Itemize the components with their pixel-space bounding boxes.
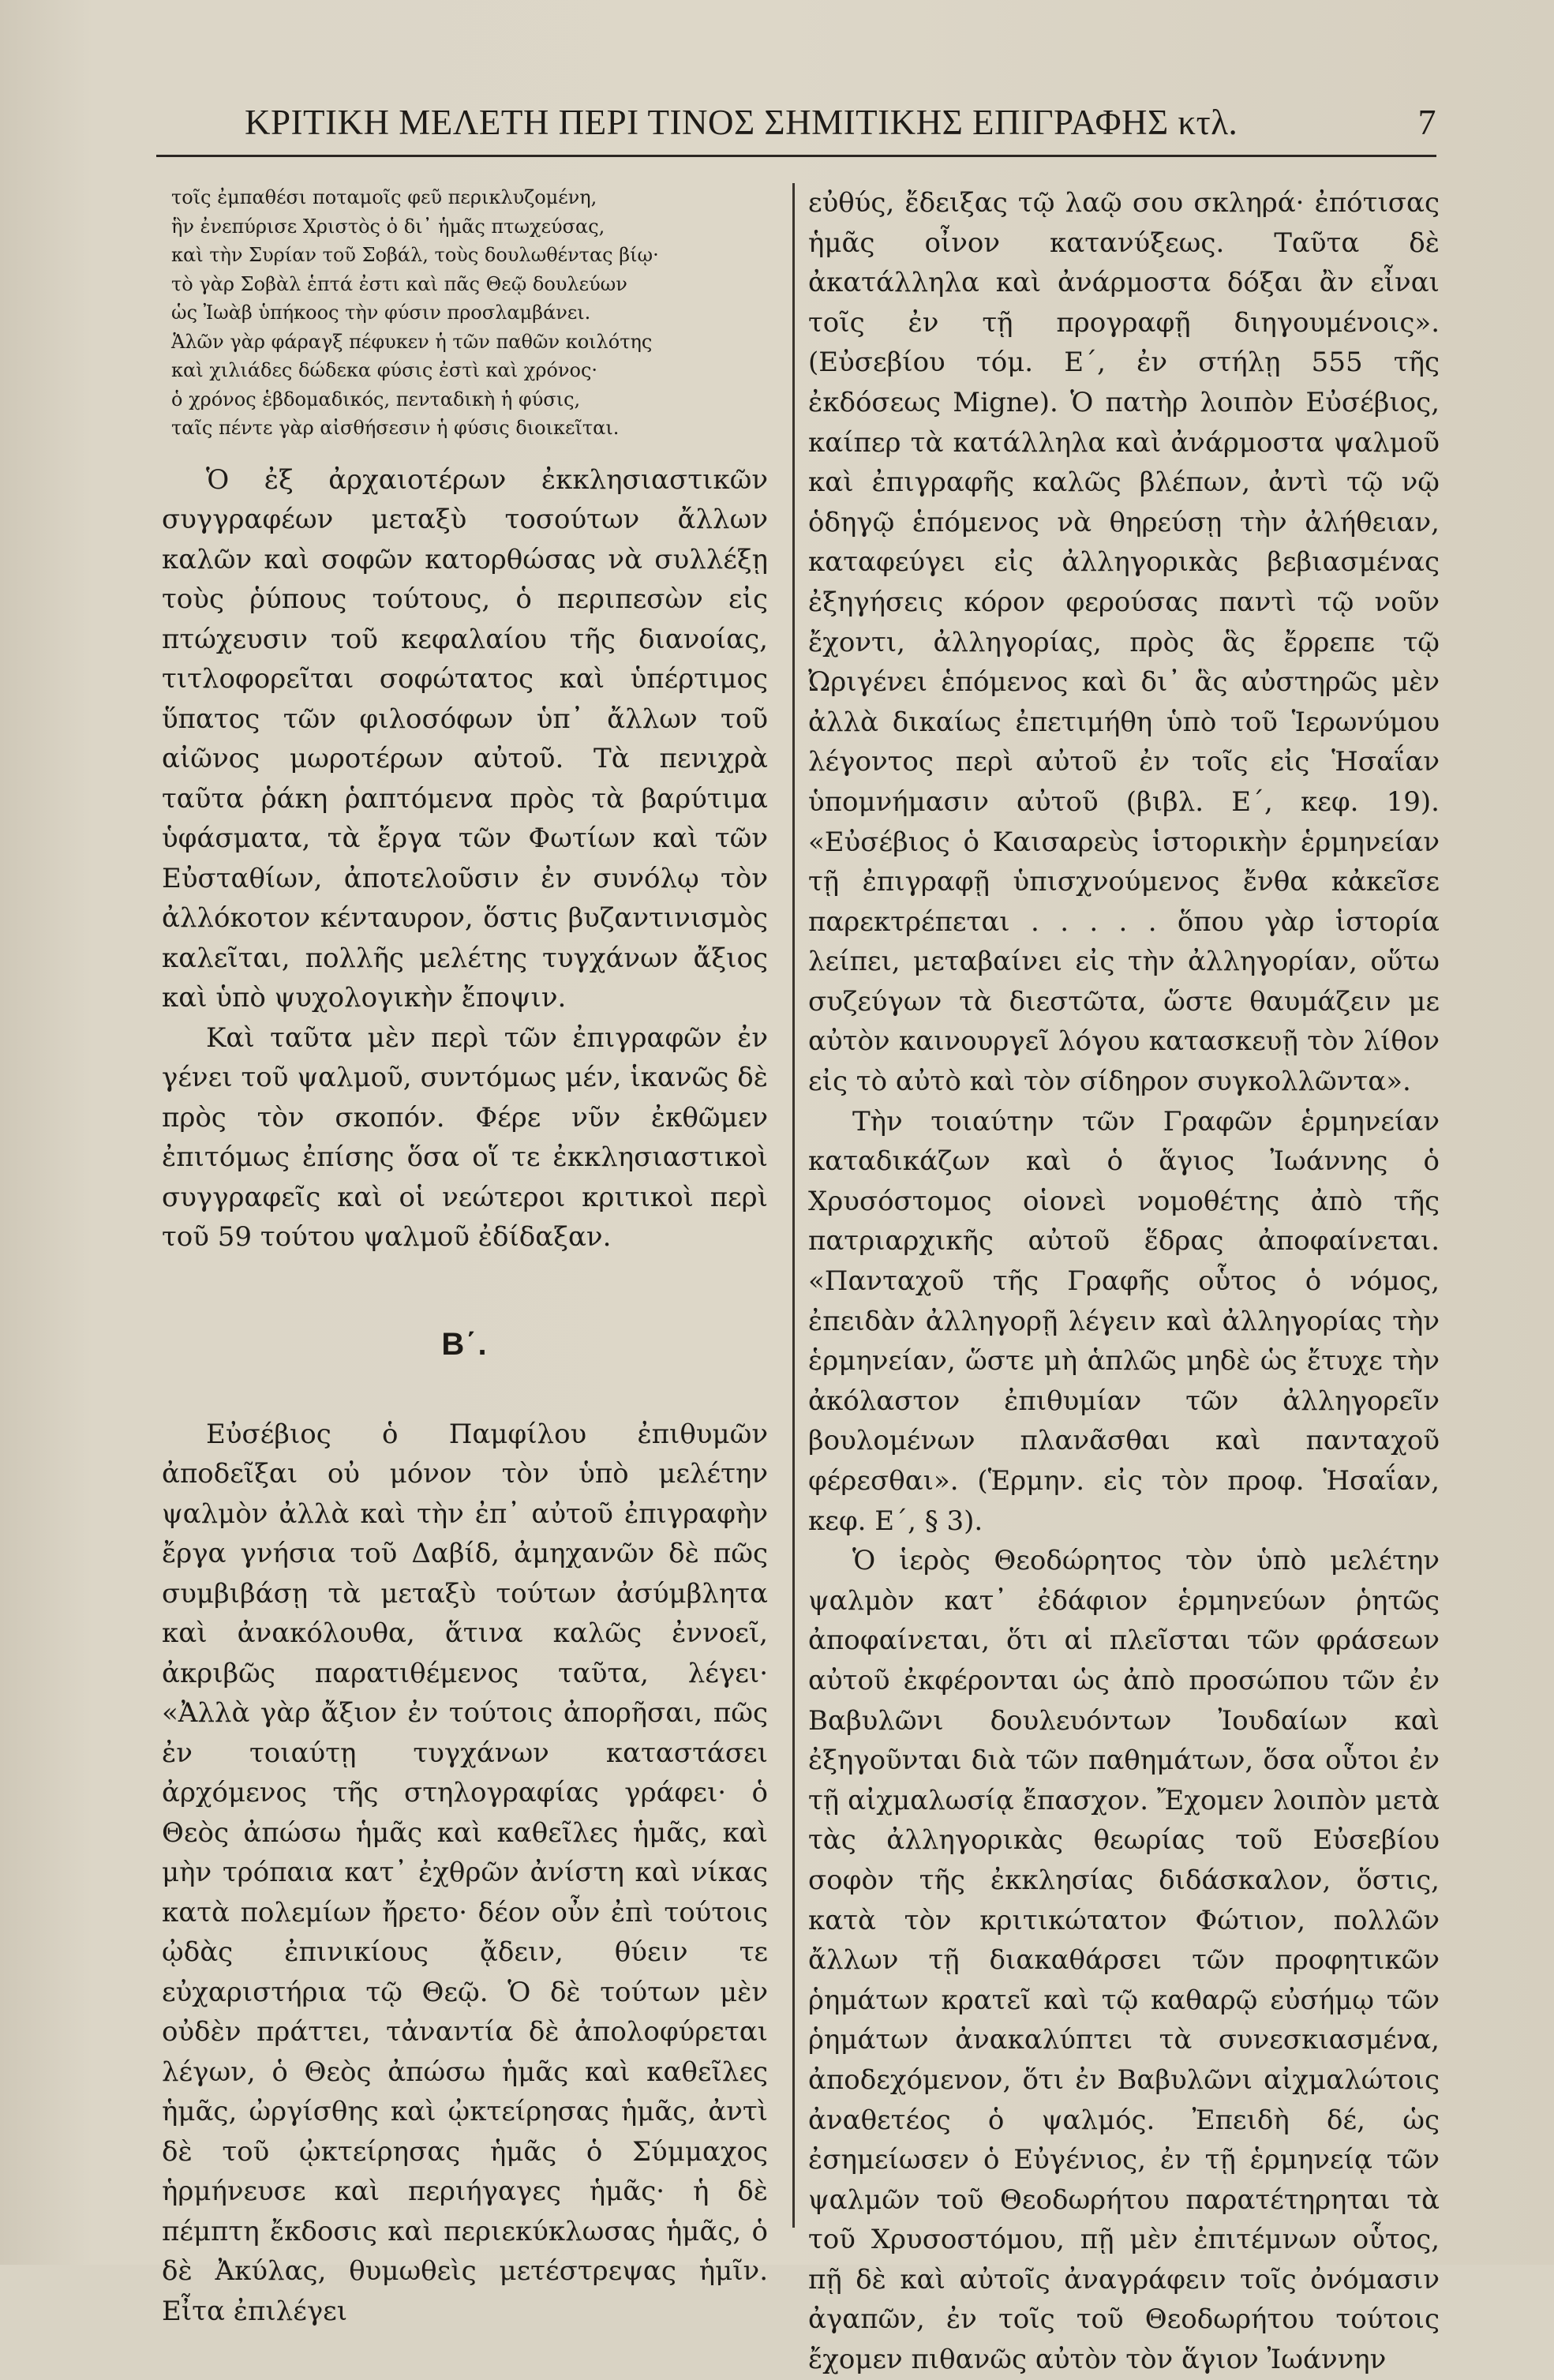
paragraph: Τὴν τοιαύτην τῶν Γραφῶν ἑρμηνείαν καταδικάζων καὶ ὁ ἅγιος Ἰωάννης ὁ Χρυσόστομος οἱονεὶ νομοθέτης ἀπὸ τῆς πατριαρχικῆς αὐτοῦ ἕδρας ἀποφαίνεται. «Πανταχοῦ τῆς Γραφῆς οὗτος ὁ νόμος, ἐπειδὰν ἀλληγορῇ λέγειν καὶ ἀλληγορίας τὴν ἑρμηνείαν, ὥστε μὴ ἁπλῶς μηδὲ ὡς ἔτυχε τὴν ἀκόλαστον ἐπιθυμίαν τῶν ἀλληγορεῖν βουλομένων πλανᾶσθαι καὶ πανταχοῦ φέρεσθαι». (Ἑρμην. εἰς τὸν προφ. Ἡσαΐαν, κεφ. Ε΄, § 3).: [808, 1105, 1440, 1537]
verse-line: ὁ χρόνος ἑβδομαδικός, πενταδικὴ ἡ φύσις,: [171, 388, 581, 410]
paragraph: εὐθύς, ἔδειξας τῷ λαῷ σου σκληρά· ἐπότισας ἡμᾶς οἶνον κατανύξεως. Ταῦτα δὲ ἀκατάλληλα καὶ ἀνάρμοστα δόξαι ἂν εἶναι τοῖς ἐν τῇ προγραφῇ διηγουμένοις». (Εὐσεβίου τόμ. Ε΄, ἐν στήλῃ 555 τῆς ἐκδόσεως Migne). Ὁ πατὴρ λοιπὸν Εὐσέβιος, καίπερ τὰ κατάλληλα καὶ ἀνάρμοστα ψαλμοῦ καὶ ἐπιγραφῆς καλῶς βλέπων, ἀντὶ τῷ νῷ ὁδηγῷ ἑπόμενος νὰ θηρεύσῃ τὴν ἀλήθειαν, καταφεύγει εἰς ἀλληγορικὰς βεβιασμένας ἐξηγήσεις κόρον φερούσας παντὶ τῷ νοῦν ἔχοντι, ἀλληγορίας, πρὸς ἃς ἔρρεπε τῷ Ὠριγένει ἑπόμενος καὶ δι᾽ ἃς αὐστηρῶς μὲν ἀλλὰ δικαίως ἐπετιμήθη ὑπὸ τοῦ Ἱερωνύμου λέγοντος περὶ αὐτοῦ ἐν τοῖς εἰς Ἡσαΐαν ὑπομνήμασιν αὐτοῦ (βιβλ. Ε΄, κεφ. 19). «Εὐσέβιος ὁ Καισαρεὺς ἱστορικὴν ἑρμηνείαν τῇ ἐπιγραφῇ ὑπισχνούμενος ἔνθα κἀκεῖσε παρεκτρέπεται . . . . . ὅπου γὰρ ἱστορία λείπει, μεταβαίνει εἰς τὴν ἀλληγορίαν, οὕτω συζεύγων τὰ διεστῶτα, ὥστε θαυμάζειν με αὐτὸν καινουργεῖ λόγου κατασκευῇ τὸν λίθον εἰς τὸ αὐτὸ καὶ τὸν σίδηρον συγκολλῶντα».: [808, 187, 1440, 1098]
paragraph: Εὐσέβιος ὁ Παμφίλου ἐπιθυμῶν ἀποδεῖξαι οὐ μόνον τὸν ὑπὸ μελέτην ψαλμὸν ἀλλὰ καὶ τὴν ἐπ᾽ αὐτοῦ ἐπιγραφὴν ἔργα γνήσια τοῦ Δαβίδ, ἀμηχανῶν δὲ πῶς συμβιβάσῃ τὰ μεταξὺ τούτων ἀσύμβλητα καὶ ἀνακόλουθα, ἅτινα καλῶς ἐννοεῖ, ἀκριβῶς παρατιθέμενος ταῦτα, λέγει· «Ἀλλὰ γὰρ ἄξιον ἐν τούτοις ἀπορῆσαι, πῶς ἐν τοιαύτῃ τυγχάνων καταστάσει ἀρχόμενος τῆς στηλογραφίας γράφει· ὁ Θεὸς ἀπώσω ἡμᾶς καὶ καθεῖλες ἡμᾶς, καὶ μὴν τρόπαια κατ᾽ ἐχθρῶν ἀνίστη καὶ νίκας κατὰ πολεμίων ἤρετο· δέον οὖν ἐπὶ τούτοις ᾠδὰς ἐπινικίους ᾄδειν, θύειν τε εὐχαριστήρια τῷ Θεῷ. Ὁ δὲ τούτων μὲν οὐδὲν πράττει, τἀναντία δὲ ἀπολοφύρεται λέγων, ὁ Θεὸς ἀπώσω ἡμᾶς καὶ καθεῖλες ἡμᾶς, ὠργίσθης καὶ ᾠκτείρησας ἡμᾶς, ἀντὶ δὲ τοῦ ᾠκτείρησας ἡμᾶς ὁ Σύμμαχος ἡρμήνευσε καὶ περιήγαγες ἡμᾶς· ἡ δὲ πέμπτη ἔκδοσις καὶ περιεκύκλωσας ἡμᾶς, ὁ δὲ Ἀκύλας, θυμωθεὶς μετέστρεψας ἡμῖν. Εἶτα ἐπιλέγει: [162, 1418, 768, 2327]
left-column: [162, 183, 768, 2331]
paragraph: Ὁ ἱερὸς Θεοδώρητος τὸν ὑπὸ μελέτην ψαλμὸν κατ᾽ ἐδάφιον ἑρμηνεύων ῥητῶς ἀποφαίνεται, ὅτι αἱ πλεῖσται τῶν φράσεων αὐτοῦ ἐκφέρονται ὡς ἀπὸ προσώπου τῶν ἐν Βαβυλῶνι δουλευόντων Ἰουδαίων καὶ ἐξηγοῦνται διὰ τῶν παθημάτων, ὅσα οὗτοι ἐν τῇ αἰχμαλωσίᾳ ἔπασχον. Ἔχομεν λοιπὸν μετὰ τὰς ἀλληγορικὰς θεωρίας τοῦ Εὐσεβίου σοφὸν τῆς ἐκκλησίας διδάσκαλον, ὅστις, κατὰ τὸν κριτικώτατον Φώτιον, πολλῶν ἄλλων τῇ διακαθάρσει τῶν προφητικῶν ῥημάτων κρατεῖ καὶ τῷ καθαρῷ εὐσήμῳ τῶν ῥημάτων ἀνακαλύπτει τὰ συνεσκιασμένα, ἀποδεχόμενον, ὅτι ἐν Βαβυλῶνι αἰχμαλώτοις ἀναθετέος ὁ ψαλμός. Ἐπειδὴ δέ, ὡς ἐσημείωσεν ὁ Εὐγένιος, ἐν τῇ ἑρμηνείᾳ τῶν ψαλμῶν τοῦ Θεοδωρήτου παρατέτηρηται τὰ τοῦ Χρυσοστόμου, πῇ μὲν ἐπιτέμνων οὗτος, πῇ δὲ καὶ αὐτοῖς ἀναγράφειν τοῖς ὀνόμασιν ἀγαπῶν, ἐν τοῖς τοῦ Θεοδωρήτου τούτοις ἔχομεν πιθανῶς αὐτὸν τὸν ἅγιον Ἰωάννην: [808, 1545, 1440, 2376]
paragraph: Καὶ ταῦτα μὲν περὶ τῶν ἐπιγραφῶν ἐν γένει τοῦ ψαλμοῦ, συντόμως μέν, ἱκανῶς δὲ πρὸς τὸν σκοπόν. Φέρε νῦν ἐκθῶμεν ἐπιτόμως ἐπίσης ὅσα οἵ τε ἐκκλησιαστικοὶ συγγραφεῖς καὶ οἱ νεώτεροι κριτικοὶ περὶ τοῦ 59 τούτου ψαλμοῦ ἐδίδαξαν.: [162, 1021, 768, 1253]
running-header: [245, 101, 1436, 143]
verse-line: καὶ τὴν Συρίαν τοῦ Σοβάλ, τοὺς δουλωθέντας βίῳ·: [171, 244, 659, 266]
page-number: 7: [1417, 102, 1436, 142]
paragraph: Ὁ ἐξ ἀρχαιοτέρων ἐκκλησιαστικῶν συγγραφέων μεταξὺ τοσούτων ἄλλων καλῶν καὶ σοφῶν κατορθώσας νὰ συλλέξῃ τοὺς ῥύπους τούτους, ὁ περιπεσὼν εἰς πτώχευσιν τοῦ κεφαλαίου τῆς διανοίας, τιτλοφορεῖται σοφώτατος καὶ ὑπέρτιμος ὕπατος τῶν φιλοσόφων ὑπ᾽ ἄλλων τοῦ αἰῶνος μωροτέρων αὐτοῦ. Τὰ πενιχρὰ ταῦτα ῥάκη ῥαπτόμενα πρὸς τὰ βαρύτιμα ὑφάσματα, τὰ ἔργα τῶν Φωτίων καὶ τῶν Εὐσταθίων, ἀποτελοῦσιν ἐν συνόλῳ τὸν ἀλλόκοτον κένταυρον, ὅστις βυζαντινισμὸς καλεῖται, πολλῆς μελέτης τυγχάνων ἄξιος καὶ ὑπὸ ψυχολογικὴν ἔποψιν.: [162, 463, 768, 1014]
section-heading: Β΄.: [441, 1326, 489, 1362]
verse-line: ὡς Ἰωὰβ ὑπήκοος τὴν φύσιν προσλαμβάνει.: [171, 302, 591, 324]
header-rule: [156, 155, 1436, 157]
verse-line: ἣν ἐνεπύρισε Χριστὸς ὁ δι᾽ ἡμᾶς πτωχεύσας,: [171, 215, 605, 238]
verse-line: τὸ γὰρ Σοβὰλ ἑπτά ἐστι καὶ πᾶς Θεῷ δουλεύων: [171, 272, 627, 295]
verse-line: ταῖς πέντε γὰρ αἰσθήσεσιν ἡ φύσις διοικεῖται.: [171, 417, 620, 439]
right-column: [808, 183, 1440, 2380]
verse-line: καὶ χιλιάδες δώδεκα φύσις ἐστὶ καὶ χρόνος·: [171, 359, 598, 381]
verse-line: τοῖς ἐμπαθέσι ποταμοῖς φεῦ περικλυζομένη,: [171, 186, 597, 208]
verse-block: [171, 183, 768, 443]
verse-line: Ἁλῶν γὰρ φάραγξ πέφυκεν ἡ τῶν παθῶν κοιλότης: [171, 330, 653, 353]
running-title: ΚΡΙΤΙΚΗ ΜΕΛΕΤΗ ΠΕΡΙ ΤΙΝΟΣ ΣΗΜΙΤΙΚΗΣ ΕΠΙΓΡΑΦΗΣ κτλ.: [245, 103, 1238, 142]
column-divider: [792, 183, 795, 2228]
